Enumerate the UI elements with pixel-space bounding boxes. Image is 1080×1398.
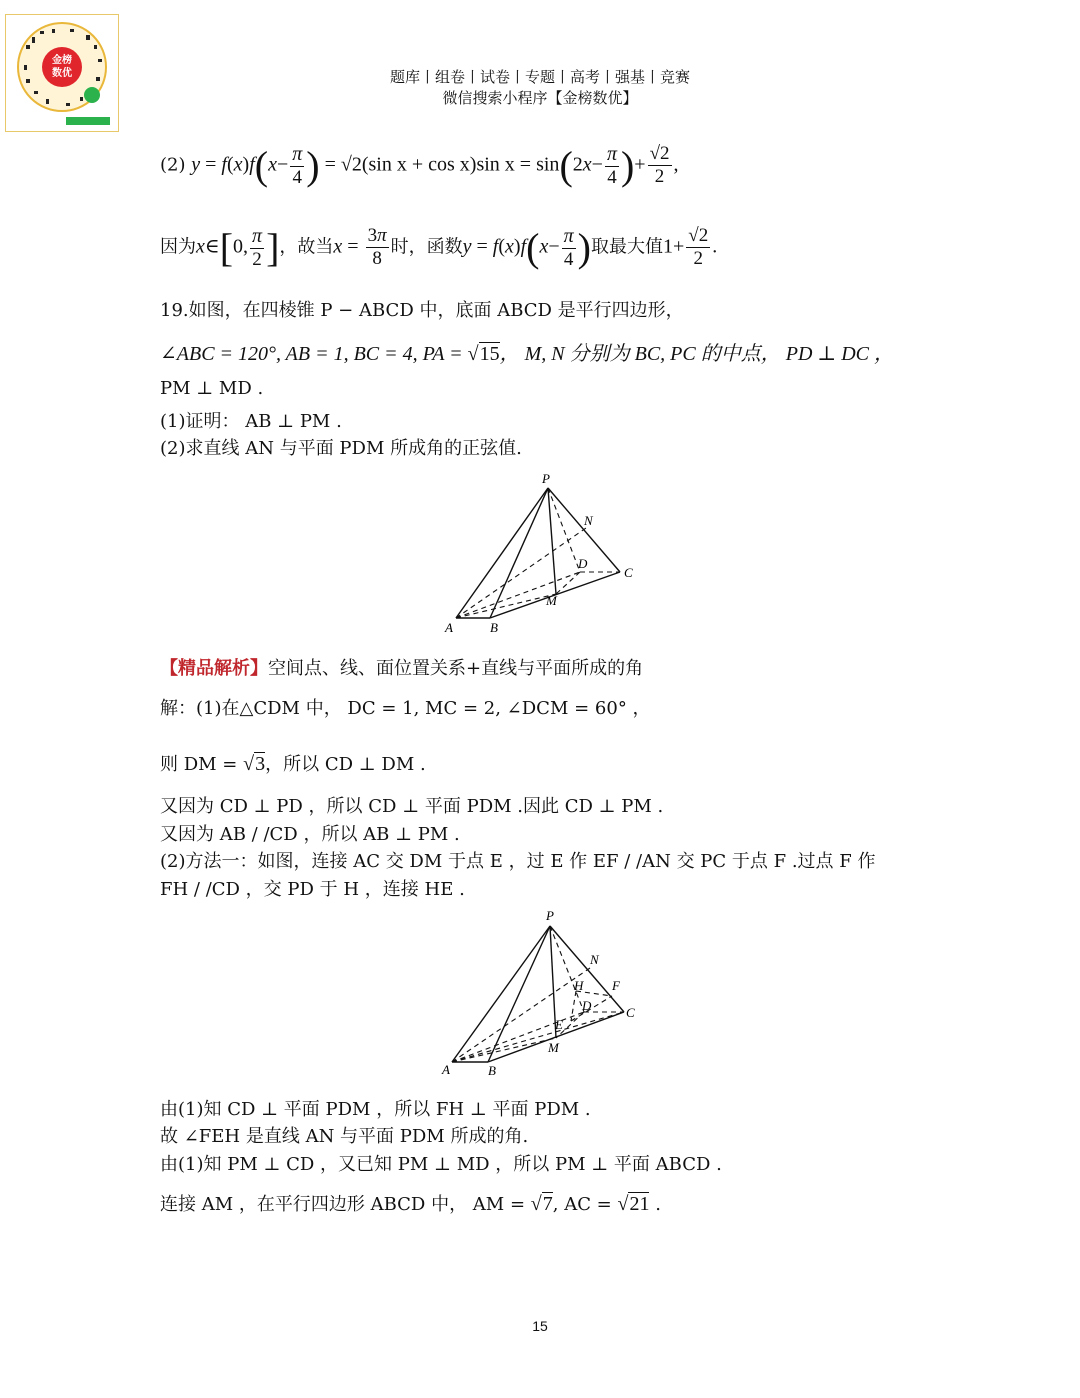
equation-line-2: (2) y = f(x)f(x− $\frac{\pi}{4}$ ) = √2(sin x + cos x)sin x = sin(2x− $\frac{\pi}{4}$ )+ $\frac{√2}{2}$ , <box>160 142 679 188</box>
analysis-tag: 【精品解析】 <box>160 658 268 679</box>
fig2-label-p: P <box>546 908 554 923</box>
max-value-line: 因为x∈[0, $\frac{\pi}{2}$ ]，故当x = $\frac{3\pi}{8}$ 时，函数y = f(x)f(x− $\frac{\pi}{4}$ )取最大值1+ $\frac{√2}{2}$ . <box>160 224 718 270</box>
fig1-label-b: B <box>490 620 498 635</box>
fig2-label-e: E <box>555 1017 563 1032</box>
solution2-line-2: 故 ∠FEH 是直线 AN 与平面 PDM 所成的角. <box>160 1126 529 1147</box>
solution-line-6: FH / /CD ，交 PD 于 H ，连接 HE . <box>160 879 465 900</box>
header-subtitle: 微信搜索小程序【金榜数优】 <box>442 89 638 107</box>
page-number: 15 <box>532 1318 548 1334</box>
header-nav: 题库丨组卷丨试卷丨专题丨高考丨强基丨竞赛 <box>389 68 690 86</box>
solution-line-1: 解：(1)在△CDM 中， DC = 1, MC = 2, ∠DCM = 60° ， <box>160 698 651 719</box>
eq-rest: = √2(sin x + cos x)sin x = sin <box>319 153 560 176</box>
fig2-label-a: A <box>442 1062 450 1077</box>
solution-line-4: 又因为 AB / /CD ，所以 AB ⊥ PM . <box>160 824 460 845</box>
fig2-label-d: D <box>582 998 592 1013</box>
analysis-heading <box>160 654 643 680</box>
svg-text:数优: 数优 <box>52 68 72 79</box>
solution2-line-4: 连接 AM ，在平行四边形 ABCD 中， AM = √7, AC = √21 . <box>160 1193 661 1215</box>
fig2-label-f: F <box>612 978 620 993</box>
fig1-label-n: N <box>584 513 593 528</box>
pyramid-figure-1 <box>430 466 660 638</box>
solution-line-3: 又因为 CD ⊥ PD ，所以 CD ⊥ 平面 PDM .因此 CD ⊥ PM . <box>160 796 664 817</box>
pyramid-figure-2 <box>430 906 660 1082</box>
fig1-label-a: A <box>445 620 453 635</box>
fig2-label-c: C <box>626 1005 635 1020</box>
fig1-label-c: C <box>624 565 633 580</box>
svg-text:金榜: 金榜 <box>52 55 72 66</box>
fig1-label-m: M <box>546 593 557 608</box>
problem-19-conditions: ∠ABC = 120°, AB = 1, BC = 4, PA = √15， M, N 分别为 BC, PC 的中点， PD ⊥ DC ， <box>160 343 894 365</box>
part2-prefix: (2) <box>160 154 192 176</box>
problem-19-part2: (2)求直线 AN 与平面 PDM 所成角的正弦值. <box>160 438 522 459</box>
solution-line-5: (2)方法一：如图，连接 AC 交 DM 于点 E ，过 E 作 EF / /AN 交 PC 于点 F .过点 F 作 <box>160 851 876 872</box>
solution2-line-3: 由(1)知 PM ⊥ CD ，又已知 PM ⊥ MD ，所以 PM ⊥ 平面 ABCD . <box>160 1154 722 1175</box>
analysis-topic: 空间点、线、面位置关系+直线与平面所成的角 <box>268 658 644 679</box>
fig1-label-p: P <box>542 471 550 486</box>
problem-19-condition-2: PM ⊥ MD . <box>160 378 264 399</box>
solution2-line-1: 由(1)知 CD ⊥ 平面 PDM ，所以 FH ⊥ 平面 PDM . <box>160 1099 591 1120</box>
fig1-label-d: D <box>578 556 588 571</box>
solution-line-2: 则 DM = √3，所以 CD ⊥ DM . <box>160 753 426 775</box>
problem-19-stem: 19.如图，在四棱锥 P − ABCD 中，底面 ABCD 是平行四边形， <box>160 300 684 321</box>
fig2-label-h: H <box>574 978 584 993</box>
fig2-label-n: N <box>590 952 599 967</box>
problem-19-part1: (1)证明： AB ⊥ PM . <box>160 411 342 432</box>
fig2-label-m: M <box>548 1040 559 1055</box>
fig2-label-b: B <box>488 1063 496 1078</box>
